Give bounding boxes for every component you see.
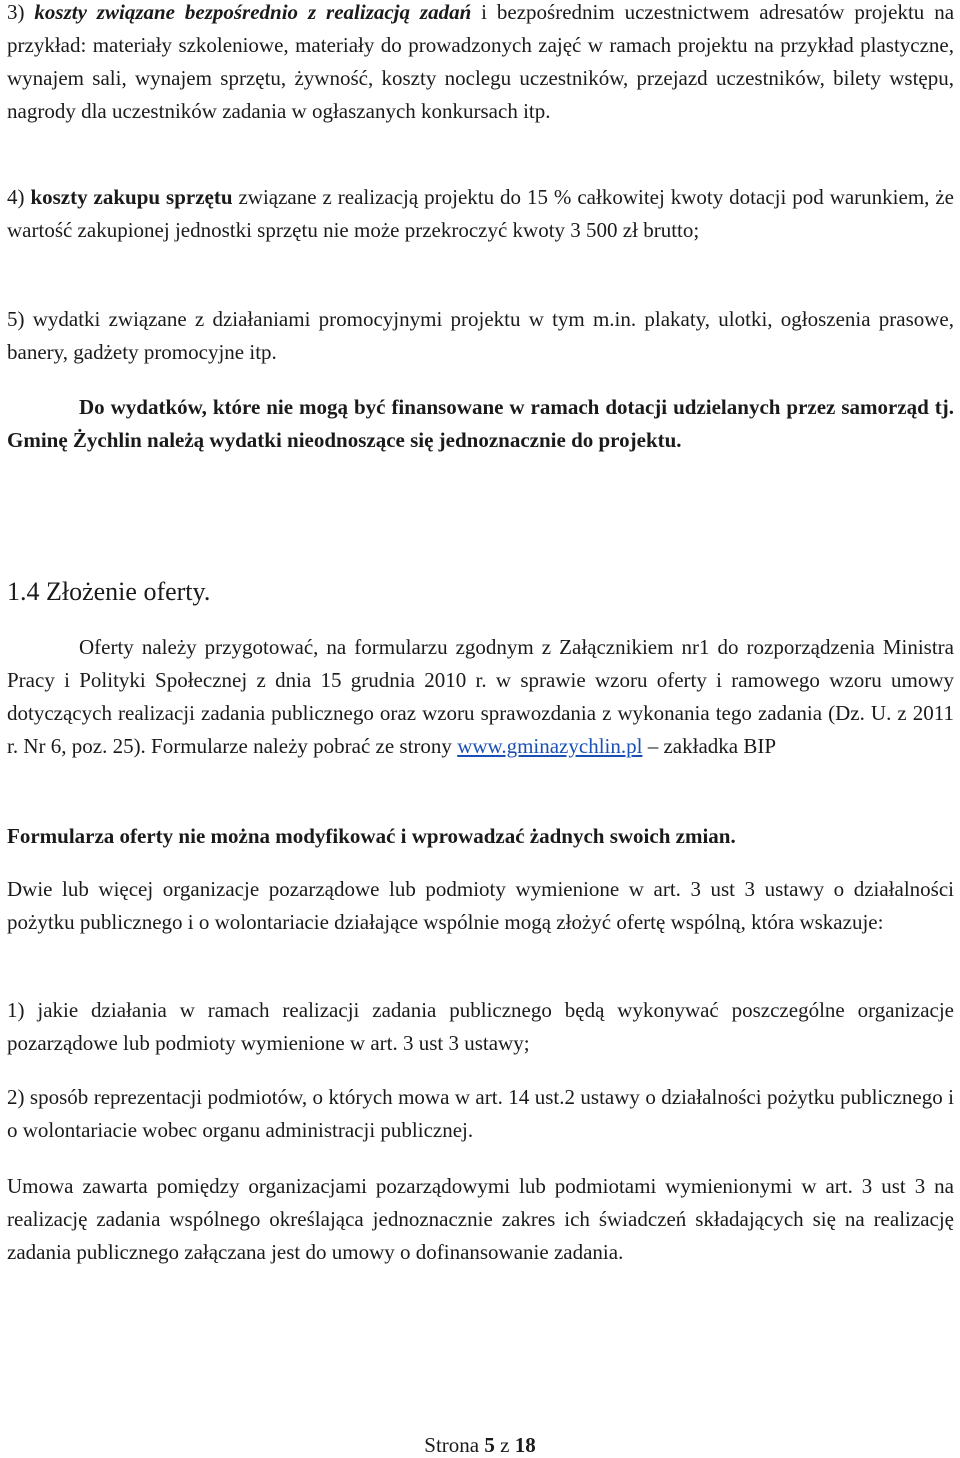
- item-number: 4): [7, 185, 31, 209]
- paragraph-joint-agreement: Umowa zawarta pomiędzy organizacjami pozarządowymi lub podmiotami wymienionymi w art. 3 ust 3 na realizację zadania wspólnego określająca jednoznacznie zakres ich świadczeń składających się na realizację zadania publicznego załączana jest do umowy o dofinansowanie zadania.: [7, 1174, 954, 1264]
- paragraph-offer-forms: [7, 631, 954, 763]
- item-heading-equipment: koszty zakupu sprzętu: [30, 185, 233, 209]
- paragraph-equipment-costs: [7, 181, 954, 247]
- page-number: 5: [484, 1433, 495, 1457]
- item-heading-direct-costs: koszty związane bezpośrednio z realizacją zadań: [34, 0, 472, 24]
- gmina-website-link[interactable]: www.gminazychlin.pl: [457, 734, 643, 758]
- item-number: 3): [7, 0, 35, 24]
- item-text: związane z realizacją projektu do 15 % całkowitej kwoty dotacji pod warunkiem, że wartość zakupionej jednostki sprzętu nie może przekroczyć kwoty 3 500 zł brutto;: [7, 185, 954, 242]
- section-heading-offer: 1.4 Złożenie oferty.: [7, 577, 211, 606]
- item-text: i bezpośrednim uczestnictwem adresatów projektu na przykład: materiały szkoleniowe, materiały do prowadzonych zajęć w ramach projektu na przykład plastyczne, wynajem sali, wynajem sprzętu, żywność, koszty noclegu uczestników, przejazd uczestników, bilety wstępu, nagrody dla uczestników zadania w ogłaszanych konkursach itp.: [7, 0, 955, 123]
- list-item-actions: 1) jakie działania w ramach realizacji zadania publicznego będą wykonywać poszczególne organizacje pozarządowe lub podmioty wymienione w art. 3 ust 3 ustawy;: [7, 998, 954, 1055]
- paragraph-costs-direct: [7, 0, 954, 128]
- paragraph-excluded-expenses: Do wydatków, które nie mogą być finansowane w ramach dotacji udzielanych przez samorząd tj. Gminę Żychlin należą wydatki nieodnoszące się jednoznacznie do projektu.: [7, 395, 954, 452]
- paragraph-promotion-costs: 5) wydatki związane z działaniami promocyjnymi projektu w tym m.in. plakaty, ulotki, ogłoszenia prasowe, banery, gadżety promocyjne itp.: [7, 307, 954, 364]
- offer-text: Oferty należy przygotować, na formularzu zgodnym z Załącznikiem nr1 do rozporządzenia Ministra Pracy i Polityki Społecznej z dnia 15 grudnia 2010 r. w sprawie wzoru oferty i ramowego wzoru umowy dotyczących realizacji zadania publicznego oraz wzoru sprawozdania z wykonania tego zadania (Dz. U. z 2011 r. Nr 6, poz. 25). Formularze należy pobrać ze strony: [7, 635, 954, 758]
- page-total: 18: [514, 1433, 536, 1457]
- footer-prefix: Strona: [424, 1433, 485, 1457]
- footer-middle: z: [494, 1433, 515, 1457]
- offer-text-after: – zakładka BIP: [642, 734, 777, 758]
- list-item-representation: 2) sposób reprezentacji podmiotów, o których mowa w art. 14 ust.2 ustawy o działalności pożytku publicznego i o wolontariacie wobec organu administracji publicznej.: [7, 1085, 954, 1142]
- paragraph-no-modification: Formularza oferty nie można modyfikować i wprowadzać żadnych swoich zmian.: [7, 824, 736, 848]
- paragraph-joint-offer: Dwie lub więcej organizacje pozarządowe lub podmioty wymienione w art. 3 ust 3 ustawy o działalności pożytku publicznego i o wolontariacie działające wspólnie mogą złożyć ofertę wspólną, która wskazuje:: [7, 877, 954, 934]
- page-footer: [0, 1432, 960, 1458]
